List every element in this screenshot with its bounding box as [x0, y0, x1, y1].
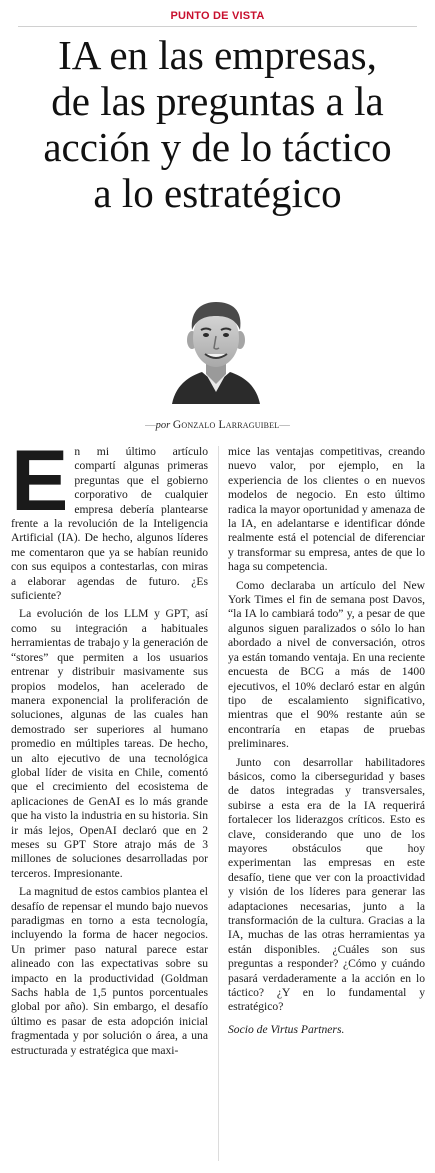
paragraph-4: mice las ventajas competitivas, creando nuevo valor, por ejemplo, en la experiencia de los clientes o en nuevos modelos de negocio. En esto último radica la mayor oportunidad y amenaza de la IA, en adelantarse e identificar dónde realmente está el potencial de diferenciar y transformar su empresa, antes de que lo haga su competencia. [228, 445, 426, 574]
author-portrait-illustration [168, 292, 264, 404]
byline-dash-left: — [145, 420, 156, 431]
paragraph-1-text: n mi último artículo compartí algunas primeras preguntas que el gobierno corporativo de cualquier empresa debería plantearse frente a la revolución de la Inteligencia Artificial (IA). De hecho, algunos líderes me comentaron que ya se habían reunido con sus equipos a contestarlas, con miras a elaborar agendas de futuro. ¿Es suficiente? [11, 445, 208, 603]
column-divider [218, 446, 219, 1161]
byline [0, 419, 435, 431]
paragraph-2: La evolución de los LLM y GPT, así como su integración a habituales herramientas de trabajo y la generación de “stores” que permiten a los usuarios entrenar y distribuir masivamente sus propios modelos, han acelerado de manera exponencial la proliferación de soluciones, algunas de las cuales han demostrado ser superiores al humano promedio en múltiples tareas. De hecho, un alto ejecutivo de una tecnológica global líder de visita en Chile, comentó que el crecimiento del ecosistema de aplicaciones de GenAI es lo más grande que ha visto la industria en su historia. Sin ir más lejos, OpenAI declaró que en 2 meses su GPT Store atrajo más de 3 millones de soluciones desarrolladas por terceros. Impresionante. [11, 607, 208, 880]
author-signoff: Socio de Virtus Partners. [228, 1022, 345, 1036]
headline [8, 32, 427, 216]
paragraph-1 [11, 433, 208, 603]
drop-cap: E [11, 433, 69, 529]
section-divider [18, 26, 417, 27]
byline-author: Gonzalo Larraguibel [172, 419, 280, 431]
author-portrait [168, 292, 264, 404]
byline-prefix: por [155, 420, 171, 431]
headline-line-4: a lo estratégico [93, 170, 342, 216]
byline-dash-right: — [279, 420, 290, 431]
left-column [11, 433, 208, 1062]
right-column [228, 445, 425, 1041]
section-label: PUNTO DE VISTA [170, 10, 265, 22]
headline-line-2: de las preguntas a la [51, 78, 384, 124]
headline-line-3: acción y de lo táctico [43, 124, 392, 170]
paragraph-3: La magnitud de estos cambios plantea el desafío de repensar el mundo bajo nuevos paradigmas en torno a esta tecnología, incluyendo la forma de hacer negocios. Un primer paso natural parece estar alineado con las expectativas sobre su impacto en la productividad (Goldman Sachs habla de 1,5 puntos porcentuales global por año). Sin embargo, el desafío último es pasar de esta adopción inicial fragmentada y por solución o área, a una estructurada y estratégica que maxi- [11, 885, 208, 1057]
headline-line-1: IA en las empresas, [58, 32, 377, 78]
paragraph-6: Junto con desarrollar habilitadores básicos, como la ciberseguridad y bases de datos integradas y transversales, subirse a esta era de la IA requerirá fortalecer los liderazgos críticos. Esto es clave, considerando que uno de los mayores obstáculos que hoy experimentan las empresas en este desafío, tiene que ver con la proactividad y visión de los líderes para generar las adaptaciones necesarias, junto a la transformación de la cultura. Gracias a la IA, muchas de las otras herramientas ya están disponibles. ¿Cuáles son sus preguntas a responder? ¿Cómo y cuándo pasará verdaderamente a la acción en lo táctico? ¿Y en lo fundamental y estratégico? [228, 755, 425, 1014]
paragraph-5: Como declaraba un artículo del New York Times el fin de semana post Davos, “la IA lo cambiará todo” y, a pesar de que algunos siguen paralizados o sólo lo han abordado a nivel de conversación, otros ya están tomando ventaja. En una reciente encuesta de BCG a más de 1400 ejecutivos, el 10% declaró estar en algún tipo de escalamiento significativo, mientras que el 90% restante aún se encontraría en etapas de pruebas preliminares. [228, 578, 425, 751]
